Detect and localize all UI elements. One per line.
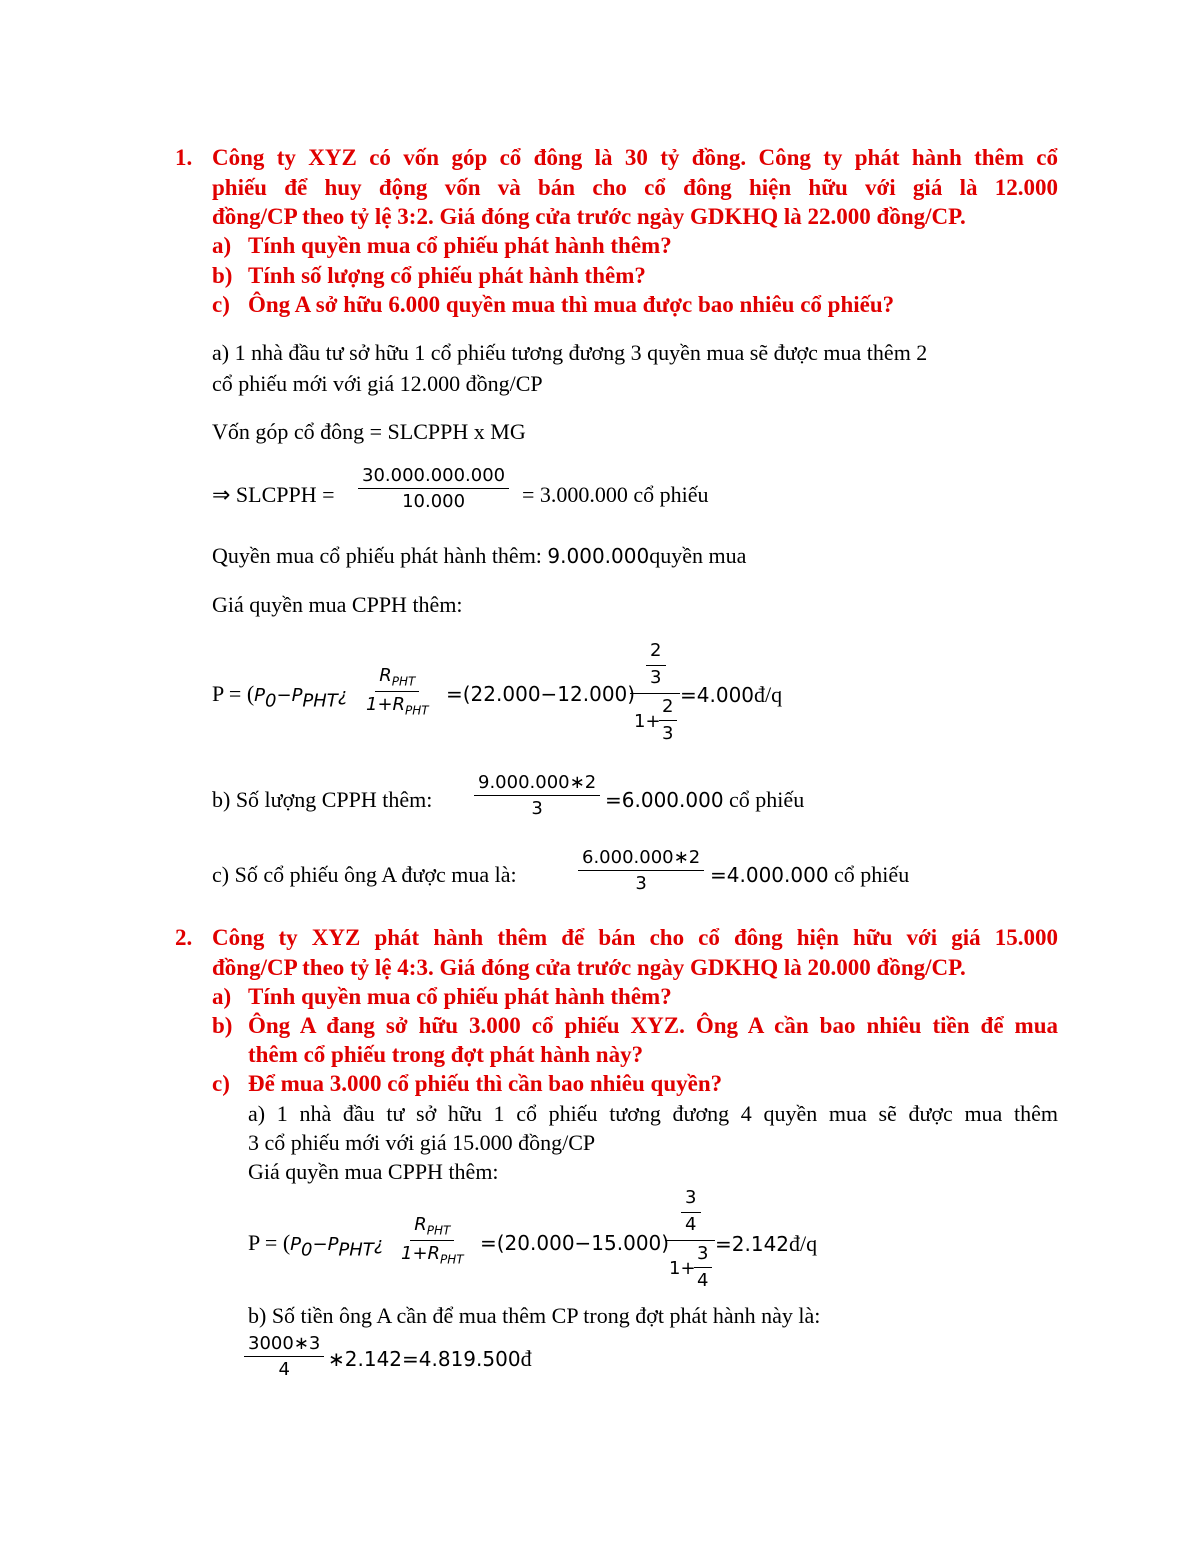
q2-line2: đồng/CP theo tỷ lệ 4:3. Giá đóng cửa trước ngày GDKHQ là 20.000 đồng/CP. [212, 955, 966, 980]
s2-top-bar [681, 1212, 701, 1213]
s1-capital-eq: Vốn góp cổ đông = SLCPPH x MG [212, 419, 526, 444]
s2-compound-fraction [665, 1187, 715, 1297]
s1-b-fraction: $\frac{9.000.000∗2}{3}$ [474, 772, 600, 819]
q2-b2: thêm cổ phiếu trong đợt phát hành này? [248, 1042, 644, 1067]
s1-one-plus: 1+ [634, 711, 661, 732]
s1-r-fraction: $R_{PHT}$ $1+R_{PHT}$ [366, 665, 429, 718]
q2-a-label: a) [212, 984, 232, 1009]
s2-price-label: Giá quyền mua CPPH thêm: [248, 1159, 499, 1184]
q1-a-label: a) [212, 233, 232, 258]
s2-a-line1: a) 1 nhà đầu tư sở hữu 1 cổ phiếu tương đương 4 quyền mua sẽ được mua thêm [248, 1101, 1058, 1126]
s1-b-result: =6.000.000 cổ phiếu [605, 787, 805, 812]
s1-c-result: =4.000.000 cổ phiếu [710, 862, 910, 887]
s1-slcpph-num: 30.000.000.000 [358, 465, 509, 489]
s1-inner-num: 2 [662, 696, 674, 717]
s1-slcpph-fraction [358, 465, 509, 512]
q1-b: Tính số lượng cổ phiếu phát hành thêm? [248, 263, 646, 288]
s2-inner-num: 3 [697, 1243, 709, 1264]
s2-top-num: 3 [685, 1187, 697, 1208]
s2-formula-start: $P = (P_0-P_{PHT}¿$ [248, 1230, 384, 1261]
s2-b-result: ∗2.142=4.819.500đ [328, 1346, 532, 1371]
q2-line1: Công ty XYZ phát hành thêm để bán cho cổ đông hiện hữu với giá 15.000 [212, 925, 1058, 950]
q1-line3: đồng/CP theo tỷ lệ 3:2. Giá đóng cửa trước ngày GDKHQ là 22.000 đồng/CP. [212, 204, 966, 229]
s1-b-label: b) Số lượng CPPH thêm: [212, 787, 433, 812]
s2-inner-bar [694, 1267, 712, 1268]
q1-c: Ông A sở hữu 6.000 quyền mua thì mua được bao nhiêu cổ phiếu? [248, 292, 895, 317]
s1-compound-fraction [630, 640, 680, 750]
s1-top-den: 3 [650, 667, 662, 688]
s1-inner-den: 3 [662, 723, 674, 744]
q1-b-label: b) [212, 263, 233, 288]
s1-rights-prefix: Quyền mua cổ phiếu phát hành thêm: [212, 543, 548, 568]
s2-main-bar [665, 1240, 715, 1241]
s2-a-line2: 3 cổ phiếu mới với giá 15.000 đồng/CP [248, 1130, 596, 1155]
s2-top-den: 4 [685, 1214, 697, 1235]
s1-inner-bar [659, 720, 677, 721]
s2-calc: =(20.000−15.000) [480, 1231, 670, 1255]
s1-slcpph-prefix: ⇒ SLCPPH = [212, 482, 335, 507]
q1-line1: Công ty XYZ có vốn góp cổ đông là 30 tỷ đồng. Công ty phát hành thêm cổ [212, 145, 1058, 170]
s1-main-bar [630, 693, 680, 694]
s1-calc: =(22.000−12.000) [446, 682, 636, 706]
s1-price-label: Giá quyền mua CPPH thêm: [212, 592, 463, 617]
s1-rights-line [212, 541, 746, 571]
q1-a: Tính quyền mua cổ phiếu phát hành thêm? [248, 233, 672, 258]
s1-top-bar [646, 665, 666, 666]
q2-b-label: b) [212, 1013, 233, 1038]
s1-rights-value: 9.000.000 [547, 544, 650, 568]
q1-c-label: c) [212, 292, 230, 317]
s1-slcpph-den: 10.000 [402, 491, 466, 512]
s1-c-fraction: $\frac{6.000.000∗2}{3}$ [578, 847, 704, 894]
s2-r-fraction: $R_{PHT}$ $1+R_{PHT}$ [401, 1214, 464, 1267]
s2-b-fraction: $\frac{3000∗3}{4}$ [244, 1333, 324, 1380]
s2-b-label: b) Số tiền ông A cần để mua thêm CP trong đợt phát hành này là: [248, 1303, 821, 1328]
s1-rights-suffix: quyền mua [649, 543, 747, 568]
s2-inner-den: 4 [697, 1270, 709, 1291]
s1-a-line2: cổ phiếu mới với giá 12.000 đồng/CP [212, 371, 543, 396]
s2-one-plus: 1+ [669, 1258, 696, 1279]
s1-formula-start: $P = (P_0-P_{PHT}¿$ [212, 681, 348, 712]
q1-number: 1. [175, 145, 193, 170]
q2-a: Tính quyền mua cổ phiếu phát hành thêm? [248, 984, 672, 1009]
q2-c-label: c) [212, 1071, 230, 1096]
q1-line2: phiếu để huy động vốn và bán cho cổ đông hiện hữu với giá là 12.000 [212, 175, 1058, 200]
q2-c: Để mua 3.000 cổ phiếu thì cần bao nhiêu quyền? [248, 1071, 723, 1096]
s1-result-line: =4.000đ/q [680, 682, 783, 707]
s2-result-line: =2.142đ/q [715, 1231, 818, 1256]
s1-slcpph-result: = 3.000.000 cổ phiếu [522, 482, 709, 507]
q2-b1: Ông A đang sở hữu 3.000 cổ phiếu XYZ. Ông A cần bao nhiêu tiền để mua [248, 1013, 1058, 1038]
s1-c-label: c) Số cổ phiếu ông A được mua là: [212, 862, 517, 887]
q2-number: 2. [175, 925, 193, 950]
s1-top-num: 2 [650, 640, 662, 661]
s1-a-line1: a) 1 nhà đầu tư sở hữu 1 cổ phiếu tương đương 3 quyền mua sẽ được mua thêm 2 [212, 340, 928, 365]
